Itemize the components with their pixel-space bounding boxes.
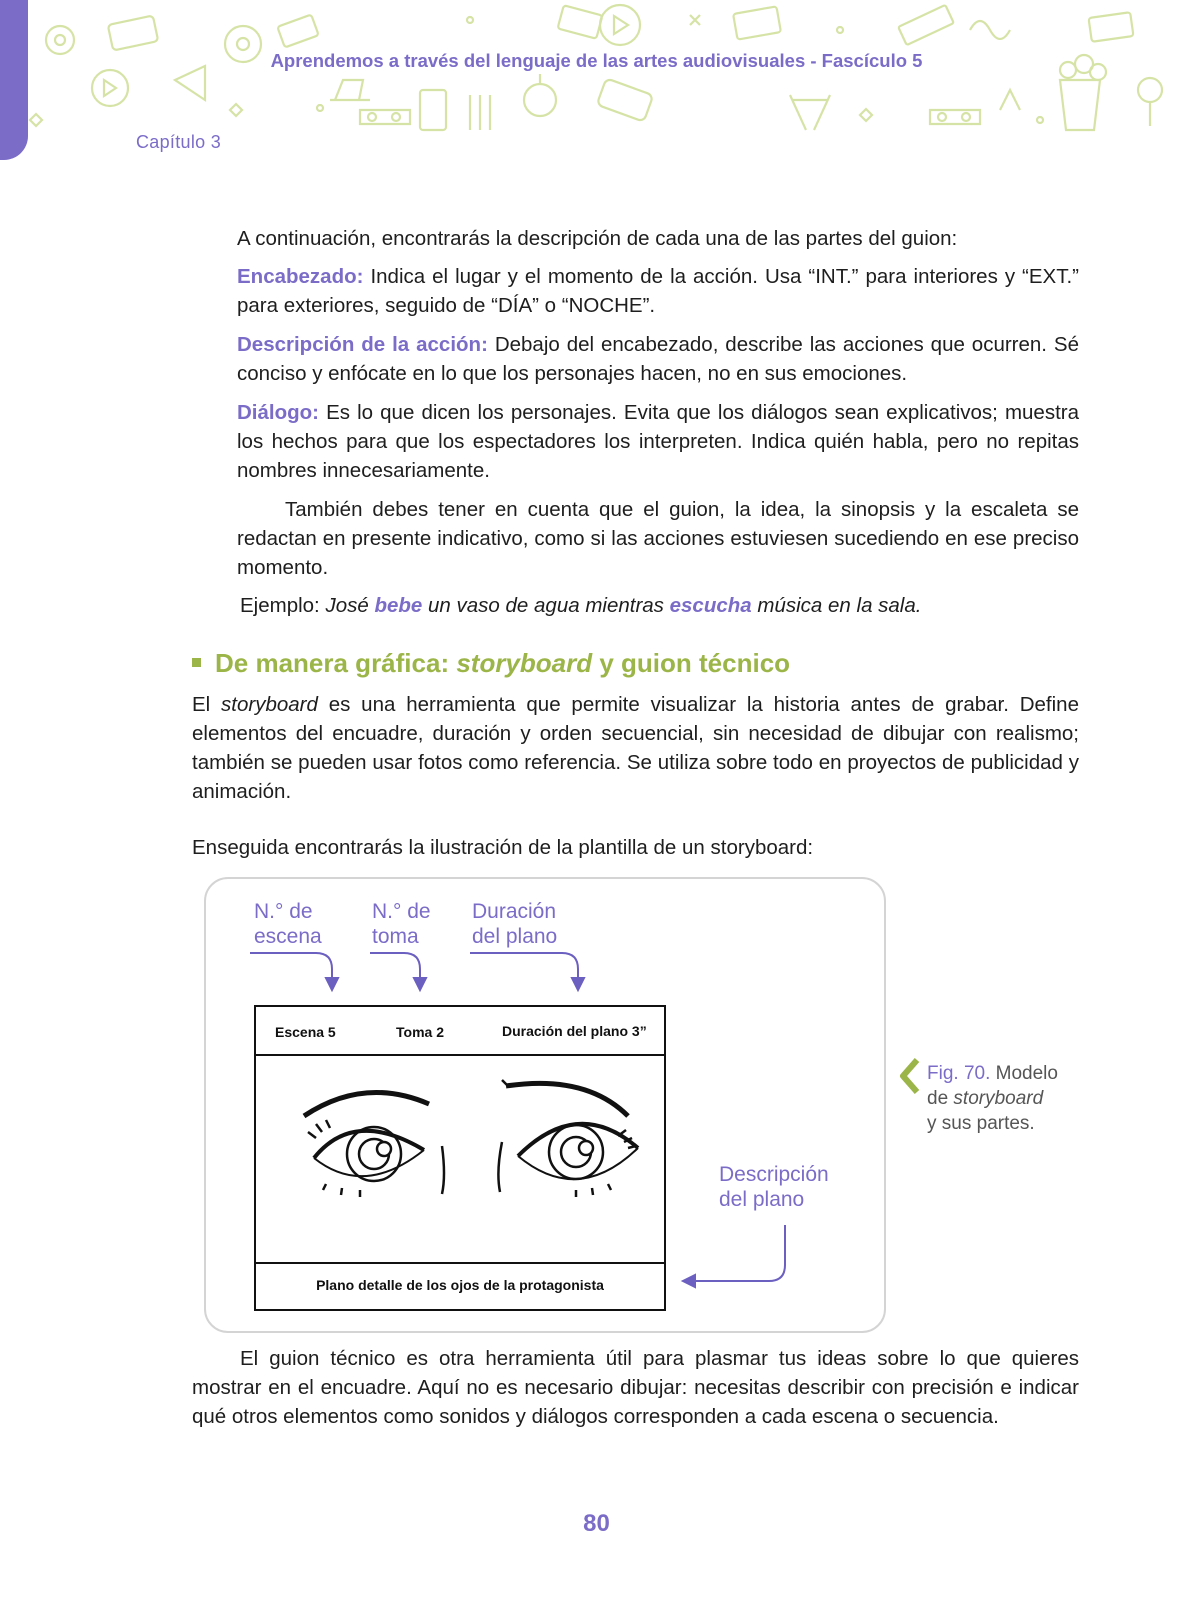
callout-line: Descripción bbox=[719, 1163, 829, 1186]
intro-paragraph: A continuación, encontrarás la descripción de cada una de las partes del guion: bbox=[237, 227, 958, 250]
callout-line: del plano bbox=[472, 925, 558, 948]
storyboard-text: El bbox=[192, 693, 222, 716]
duration-label: Duración del plano 3” bbox=[502, 1023, 647, 1039]
fascicle-title-text: Aprendemos a través del lenguaje de las artes audiovisuales - Fascículo 5 bbox=[270, 50, 923, 71]
callout-line: toma bbox=[372, 925, 419, 948]
example-part: un vaso de agua mientras bbox=[422, 594, 670, 617]
example-part: José bbox=[325, 594, 375, 617]
example-label: Ejemplo: bbox=[240, 594, 326, 617]
storyboard-header bbox=[256, 1007, 664, 1056]
callout-line: Duración bbox=[472, 900, 557, 923]
part-term: Encabezado: bbox=[237, 265, 364, 288]
part-text: Es lo que dicen los personajes. Evita que los diálogos sean explicativos; muestra los hechos para que los espectadores los interpreten. Indica quién habla, pero no repitas nombres innecesariamente. bbox=[237, 401, 1079, 482]
eyes-illustration-icon bbox=[256, 1056, 663, 1264]
heading-part: y guion técnico bbox=[592, 648, 791, 678]
caption-text: Modelo bbox=[990, 1063, 1058, 1084]
caption-text: de bbox=[927, 1088, 954, 1109]
tense-paragraph: También debes tener en cuenta que el guion, la idea, la sinopsis y la escaleta se redactan en presente indicativo, como si las acciones estuviesen sucediendo en ese preciso momento. bbox=[237, 498, 1079, 579]
callout-line: N.° de bbox=[372, 900, 431, 923]
part-text: Indica el lugar y el momento de la acción. Usa “INT.” para interiores y “EXT.” para exteriores, seguido de “DÍA” o “NOCHE”. bbox=[237, 265, 1079, 317]
caption-em: storyboard bbox=[953, 1088, 1044, 1109]
description-label: Plano detalle de los ojos de la protagonista bbox=[316, 1277, 604, 1293]
storyboard-footer bbox=[256, 1262, 664, 1309]
heading-part: De manera gráfica: bbox=[215, 648, 457, 678]
example-verb: bebe bbox=[374, 594, 423, 617]
heading-em: storyboard bbox=[456, 648, 593, 678]
scene-label: Escena 5 bbox=[275, 1024, 336, 1040]
storyboard-em: storyboard bbox=[221, 693, 318, 716]
page-number: 80 bbox=[583, 1510, 610, 1537]
chapter-label: Capítulo 3 bbox=[136, 132, 222, 152]
storyboard-panel bbox=[254, 1005, 666, 1311]
figure-caption bbox=[927, 1061, 1058, 1136]
storyboard-text: es una herramienta que permite visualizar la historia antes de grabar. Define elementos del encuadre, duración y orden secuencial, sin necesidad de dibujar con realismo; también se pueden usar fotos como referencia. Se utiliza sobre todo en proyectos de publicidad y animación. bbox=[192, 693, 1079, 803]
template-intro: Enseguida encontrarás la ilustración de la plantilla de un storyboard: bbox=[192, 836, 814, 859]
part-term: Diálogo: bbox=[237, 401, 319, 424]
callout-line: N.° de bbox=[254, 900, 313, 923]
chevron-left-icon bbox=[897, 1056, 923, 1096]
take-label: Toma 2 bbox=[396, 1024, 444, 1040]
example-verb: escucha bbox=[669, 594, 752, 617]
callout-line: del plano bbox=[719, 1188, 805, 1211]
callout-line: escena bbox=[254, 925, 322, 948]
part-term: Descripción de la acción: bbox=[237, 333, 488, 356]
part-text: Debajo del encabezado, describe las acciones que ocurren. Sé conciso y enfócate en lo que los personajes hacen, no en sus emociones. bbox=[237, 333, 1079, 385]
technical-paragraph: El guion técnico es otra herramienta útil para plasmar tus ideas sobre lo que quieres mostrar en el encuadre. Aquí no es necesario dibujar: necesitas describir con precisión e indicar qué otros elementos como sonidos y diálogos corresponden a cada escena o secuencia. bbox=[192, 1347, 1079, 1428]
caption-text: y sus partes. bbox=[927, 1113, 1035, 1134]
figure-number: Fig. 70. bbox=[927, 1063, 991, 1084]
example-part: música en la sala. bbox=[751, 594, 922, 617]
